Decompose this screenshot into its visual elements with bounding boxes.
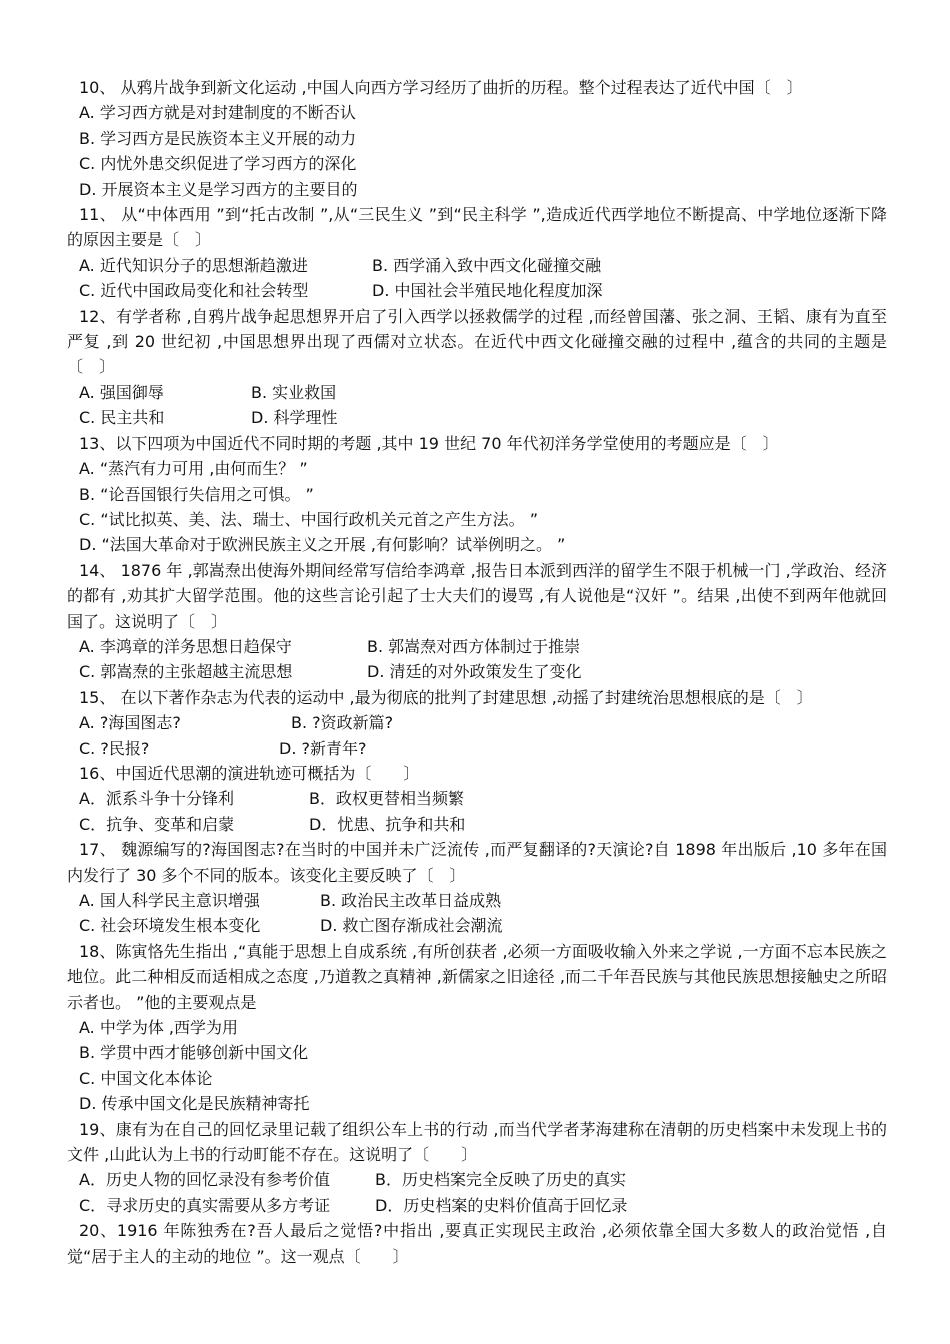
option-d: D. 科学理性 xyxy=(251,408,338,428)
question-19 xyxy=(67,1117,887,1219)
question-10 xyxy=(67,75,887,202)
option-b: B. “论吾国银行失信用之可惧。 ” xyxy=(79,484,314,504)
option-a: A. 国人科学民主意识增强 xyxy=(79,891,260,910)
question-text: 19、康有为在自己的回忆录里记载了组织公车上书的行动 ,而当代学者茅海建称在清朝的历史档案中未发现上书的文件 ,山此认为上书的行动町能不存在。这说明了〔 〕 xyxy=(67,1119,887,1165)
option-d: D. 传承中国文化是民族精神寄托 xyxy=(79,1094,310,1114)
option-d: D．历史档案的史料价值高于回忆录 xyxy=(375,1195,628,1215)
question-text: 18、陈寅恪先生指出 ,“真能于思想上自成系统 ,有所创获者 ,必须一方面吸收输入外来之学说 ,一方面不忘本民族之地位。此二种相反而适相成之态度 ,乃道教之真精神 ,新儒家之旧途径 ,而二千年吾民族与其他民族思想接触史之所昭示者也。 ”他的主要观点是 xyxy=(67,941,887,1012)
option-row xyxy=(67,380,887,405)
option-row xyxy=(67,736,887,761)
option-row xyxy=(67,634,887,659)
question-list xyxy=(67,75,887,1269)
question-11 xyxy=(67,202,887,304)
option-c: C. “试比拟英、美、法、瑞士、中国行政机关元首之产生方法。 ” xyxy=(79,509,539,529)
option-b: B. 实业救国 xyxy=(251,382,337,402)
option-row xyxy=(67,1193,887,1218)
option-b: B. 政治民主改革日益成熟 xyxy=(320,891,502,910)
option-row xyxy=(67,405,887,430)
question-18 xyxy=(67,939,887,1117)
question-text: 14、 1876 年 ,郭嵩焘出使海外期间经常写信给李鸿章 ,报告日本派到西洋的留学生不限于机械一门 ,学政治、经济的都有 ,劝其扩大留学范围。他的这些言论引起了士大夫们的谩骂 ,有人说他是“汉奸 ”。结果 ,出使不到两年他就回国了。这说明了〔 〕 xyxy=(67,560,887,631)
option-row xyxy=(67,659,887,684)
option-a: A. 中学为体 ,西学为用 xyxy=(79,1018,239,1038)
option-c: C. 郭嵩焘的主张超越主流思想 xyxy=(79,662,293,682)
question-text: 17、 魏源编写的?海国图志?在当时的中国并未广泛流传 ,而严复翻译的?天演论?自 1898 年出版后 ,10 多年在国内发行了 30 多个不同的版本。该变化主要反映了〔 〕 xyxy=(67,840,887,885)
question-text: 12、有学者称 ,自鸦片战争起思想界开启了引入西学以拯救儒学的过程 ,而经曾国藩、张之洞、王韬、康有为直至严复 ,到 20 世纪初 ,中国思想界出现了西儒对立状态。在近代中西文化碰撞交融的过程中 ,蕴含的共同的主题是〔 〕 xyxy=(67,306,887,377)
option-a: A. 学习西方就是对封建制度的不断否认 xyxy=(79,103,356,123)
option-c: C．寻求历史的真实需要从多方考证 xyxy=(79,1195,331,1215)
question-text: 16、中国近代思潮的演进轨迹可概括为〔 〕 xyxy=(79,763,420,783)
option-c: C. 近代中国政局变化和社会转型 xyxy=(79,281,309,301)
question-text: 13、以下四项为中国近代不同时期的考题 ,其中 19 世纪 70 年代初洋务学堂使用的考题应是〔 〕 xyxy=(79,433,779,453)
option-a: A. 李鸿章的洋务思想日趋保守 xyxy=(79,636,292,656)
option-a: A．派系斗争十分锋利 xyxy=(79,789,234,809)
option-b: B. 郭嵩焘对西方体制过于推崇 xyxy=(367,636,581,656)
option-row xyxy=(67,913,887,938)
question-13 xyxy=(67,431,887,558)
option-d: D. “法国大革命对于欧洲民族主义之开展 ,有何影响？试举例明之。 ” xyxy=(79,535,566,555)
question-16 xyxy=(67,761,887,837)
option-b: B. 学贯中西才能够创新中国文化 xyxy=(79,1043,309,1063)
option-b: B. ?资政新篇? xyxy=(291,713,394,733)
option-c: C．抗争、变革和启蒙 xyxy=(79,814,235,834)
option-row xyxy=(67,888,887,913)
option-row xyxy=(67,253,887,278)
option-b: B. 学习西方是民族资本主义开展的动力 xyxy=(79,128,357,148)
question-text: 15、 在以下著作杂志为代表的运动中 ,最为彻底的批判了封建思想 ,动摇了封建统治思想根底的是〔 〕 xyxy=(79,687,813,707)
option-a: A. 近代知识分子的思想渐趋激进 xyxy=(79,255,308,275)
question-15 xyxy=(67,685,887,761)
option-d: D. 救亡图存渐成社会潮流 xyxy=(320,916,503,936)
option-b: B．历史档案完全反映了历史的真实 xyxy=(375,1170,626,1190)
option-c: C. ?民报? xyxy=(79,738,150,758)
option-b: B．政权更替相当频繁 xyxy=(309,789,464,809)
option-row xyxy=(67,786,887,811)
option-c: C. 中国文化本体论 xyxy=(79,1068,213,1088)
option-row xyxy=(67,1167,887,1192)
option-d: D. ?新青年? xyxy=(279,738,367,758)
option-d: D. 清廷的对外政策发生了变化 xyxy=(367,662,582,682)
option-a: A. “蒸汽有力可用 ,由何而生？ ” xyxy=(79,459,308,479)
option-c: C. 内忧外患交织促进了学习西方的深化 xyxy=(79,154,357,174)
option-a: A. 强国御辱 xyxy=(79,382,164,402)
option-a: A. ?海国图志? xyxy=(79,713,181,733)
question-14 xyxy=(67,558,887,685)
question-17 xyxy=(67,837,887,939)
option-c: C. 社会环境发生根本变化 xyxy=(79,916,261,936)
question-text: 11、 从“中体西用 ”到“托古改制 ”,从“三民生义 ”到“民主科学 ”,造成近代西学地位不断提高、中学地位逐渐下降的原因主要是〔 〕 xyxy=(67,205,887,250)
option-d: D. 开展资本主义是学习西方的主要目的 xyxy=(79,179,358,199)
question-20 xyxy=(67,1218,887,1269)
question-text: 20、1916 年陈独秀在?吾人最后之觉悟?中指出 ,要真正实现民主政治 ,必须依靠全国大多数人的政治觉悟 ,自觉“居于主人的主动的地位 ”。这一观点〔 〕 xyxy=(67,1221,887,1266)
option-c: C. 民主共和 xyxy=(79,408,165,428)
question-12 xyxy=(67,304,887,431)
option-row xyxy=(67,710,887,735)
option-a: A．历史人物的回忆录没有参考价值 xyxy=(79,1170,330,1190)
option-row xyxy=(67,812,887,837)
option-d: D．忧患、抗争和共和 xyxy=(309,814,466,834)
question-text: 10、 从鸦片战争到新文化运动 ,中国人向西方学习经历了曲折的历程。整个过程表达了近代中国〔 〕 xyxy=(79,78,803,97)
option-b: B. 西学涌入致中西文化碰撞交融 xyxy=(372,255,602,275)
option-d: D. 中国社会半殖民地化程度加深 xyxy=(372,281,603,301)
option-row xyxy=(67,278,887,303)
